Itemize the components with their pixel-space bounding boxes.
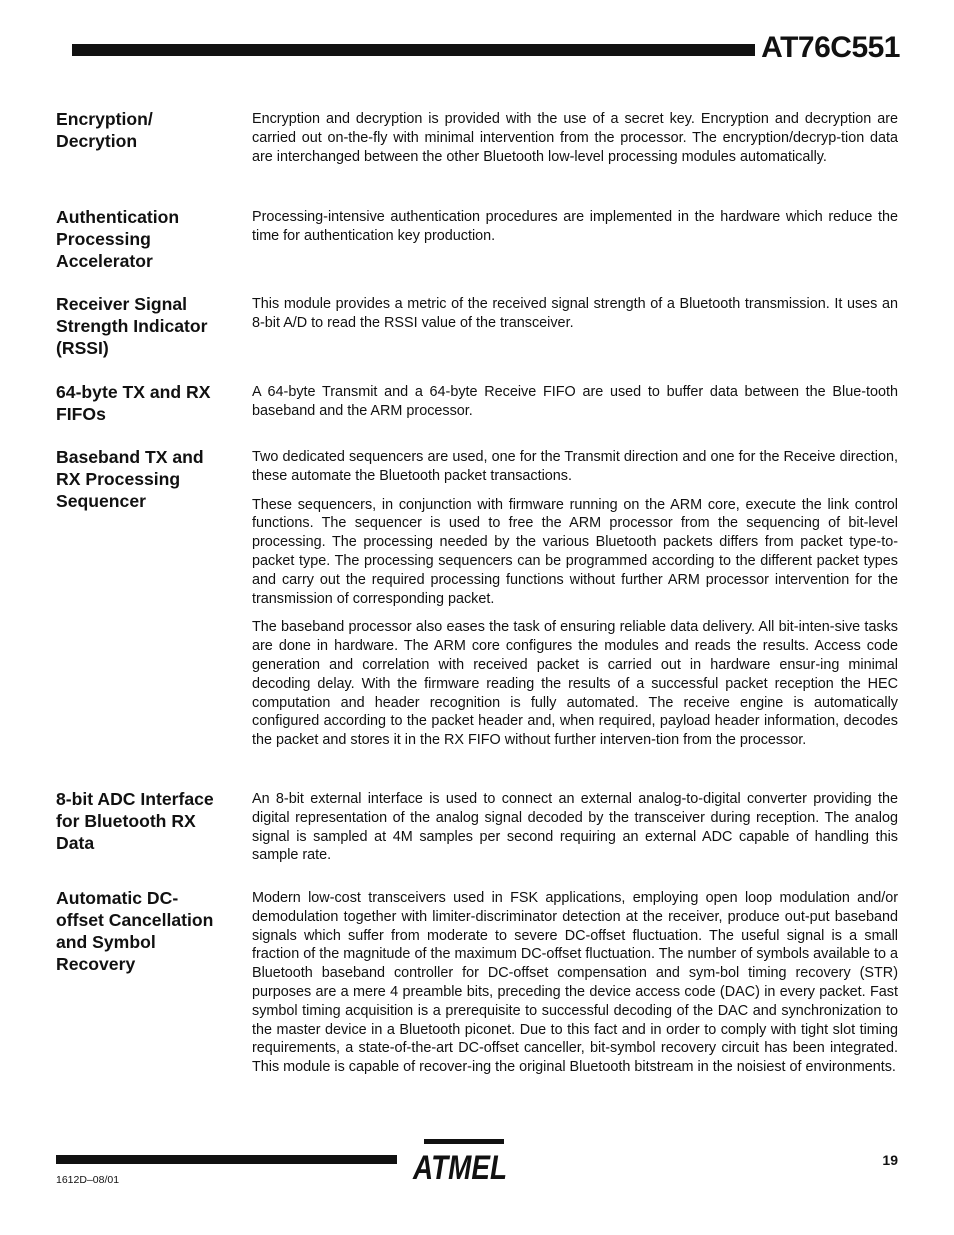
paragraph: These sequencers, in conjunction with firmware running on the ARM core, execute the link control functions. The sequencer is used to free the ARM processor from the sequencing of bit-level processing. The processing needed by the various Bluetooth packets differs from packet type-to-packet type. The processing sequencers can be programmed according to the different packet types and carry out the required processing functions without further ARM processor intervention for the transmission of corresponding packet.: [252, 496, 898, 607]
logo-text: ATMEL: [412, 1149, 507, 1187]
paragraph: An 8-bit external interface is used to connect an external analog-to-digital converter providing the digital representation of the analog signal decoded by the transceiver during reception. The analog signal is sampled at 4M samples per second requiring an external ADC capable of handling this sample rate.: [252, 791, 898, 864]
section-heading: Authentication Processing Accelerator: [56, 207, 180, 271]
document-code: 1612D–08/01: [56, 1174, 120, 1186]
section-heading: Encryption/ Decrytion: [56, 109, 153, 151]
section-body: [252, 448, 898, 760]
footer-rule: [56, 1155, 397, 1164]
section-body: [252, 383, 898, 431]
section-heading: 64-byte TX and RX FIFOs: [56, 382, 211, 424]
atmel-logo: [410, 1137, 510, 1187]
section-body: [252, 208, 898, 256]
document-title: AT76C551: [761, 31, 900, 64]
paragraph: Processing-intensive authentication procedures are implemented in the hardware which reduce the time for authentication key production.: [252, 209, 898, 244]
paragraph: Modern low-cost transceivers used in FSK applications, employing open loop modulation and/or demodulation together with limiter-discriminator detection at the receiver, produce out-put baseband signals which suffer from moderate to severe DC-offset fluctuation. The useful signal is a small fraction of the magnitude of the maximum DC-offset fluctuation. The number of symbols available to a Bluetooth baseband controller for DC-offset compensation and sym-bol timing recovery (STR) purposes are a mere 4 preamble bits, preceding the device access code (DAC) in every packet. Fast symbol timing acquisition is a prerequisite to successful decoding of the DAC and synchronization to the master device in a Bluetooth piconet. Due to this fact and in order to comply with tight slot timing requirements, a state-of-the-art DC-offset canceller, bit-symbol recovery circuit has been integrated. This module is capable of recover-ing the original Bluetooth bitstream in the noisiest of environments.: [252, 890, 898, 1076]
paragraph: This module provides a metric of the received signal strength of a Bluetooth transmission. It uses an 8-bit A/D to read the RSSI value of the transceiver.: [252, 296, 898, 331]
section-body: [252, 889, 898, 1087]
section-heading: Automatic DC- offset Cancellation and Symbol Recovery: [56, 888, 214, 974]
paragraph: A 64-byte Transmit and a 64-byte Receive FIFO are used to buffer data between the Blue-tooth baseband and the ARM processor.: [252, 384, 898, 419]
paragraph: The baseband processor also eases the task of ensuring reliable data delivery. All bit-inten-sive tasks are done in hardware. The ARM core configures the modules and reads the results. Access code generation and correlation with received packet is carried out in hardware ensur-ing minimal decoding delay. With the firmware reading the results of a successful packet reception the HEC computation and header recognition is fully automated. The receive engine is automatically configured according to the packet header and, when required, payload header information, decodes the packet and stores it in the RX FIFO without further interven-tion from the processor.: [252, 619, 898, 749]
paragraph: Encryption and decryption is provided with the use of a secret key. Encryption and decryption are carried out on-the-fly with minimal intervention from the processor. The encryption/decryp-tion data are interchanged between the other Bluetooth low-level processing modules automatically.: [252, 111, 898, 165]
section-heading: Receiver Signal Strength Indicator (RSSI): [56, 294, 208, 358]
header-rule: [72, 44, 755, 56]
section-heading: 8-bit ADC Interface for Bluetooth RX Data: [56, 789, 214, 853]
section-body: [252, 110, 898, 176]
section-body: [252, 295, 898, 343]
section-heading: Baseband TX and RX Processing Sequencer: [56, 447, 204, 511]
page-number: 19: [882, 1152, 898, 1168]
section-body: [252, 790, 898, 875]
paragraph: Two dedicated sequencers are used, one for the Transmit direction and one for the Receive direction, these automate the Bluetooth packet transactions.: [252, 449, 898, 484]
